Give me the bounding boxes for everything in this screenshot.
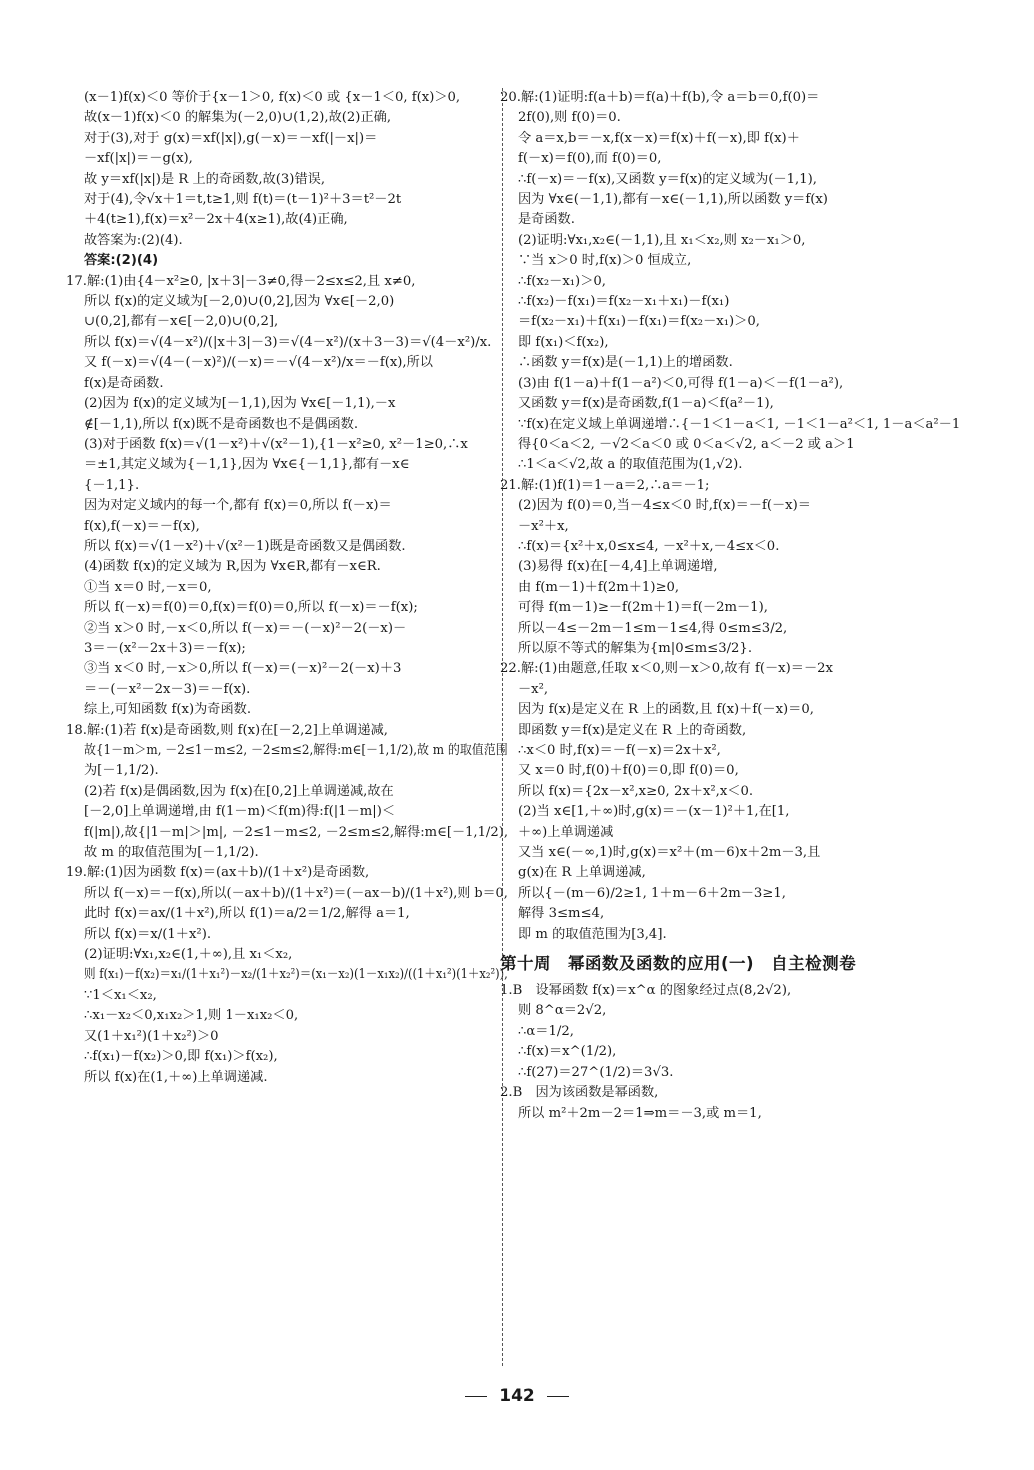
text-line: 是奇函数. — [518, 212, 575, 228]
text-line: 故答案为:(2)(4). — [84, 232, 183, 248]
question-start-line: 20.解:(1)证明:f(a＋b)＝f(a)＋f(b),令 a＝b＝0,f(0)＝ — [500, 90, 820, 105]
text-line: 故(x－1)f(x)＜0 的解集为(－2,0)∪(1,2),故(2)正确, — [84, 110, 392, 126]
text-line: (2)若 f(x)是偶函数,因为 f(x)在[0,2]上单调递减,故在 — [84, 783, 394, 799]
text-line: ∵当 x＞0 时,f(x)＞0 恒成立, — [518, 253, 692, 269]
text-line: (3)对于函数 f(x)＝√(1－x²)＋√(x²－1),{1－x²≥0, x²－1≥0,∴x — [84, 436, 468, 452]
text-line: ∴f(x)＝{x²＋x,0≤x≤4, －x²＋x,－4≤x＜0. — [518, 538, 780, 554]
question-start-line: 21.解:(1)f(1)＝1－a＝2,∴a＝－1; — [500, 477, 710, 493]
text-line: ＋4(t≥1),f(x)＝x²－2x＋4(x≥1),故(4)正确, — [84, 212, 348, 228]
question-start-line: 18.解:(1)若 f(x)是奇函数,则 f(x)在[－2,2]上单调递减, — [66, 722, 388, 738]
text-line: 所以 f(x)的定义域为[－2,0)∪(0,2],因为 ∀x∈[－2,0) — [84, 294, 395, 310]
text-line: 所以 f(－x)＝－f(x),所以(－ax＋b)/(1＋x²)＝(－ax－b)/(1＋x²),则 b＝0, — [84, 885, 508, 901]
page-footer — [0, 1386, 1034, 1406]
text-line: 对于(3),对于 g(x)＝xf(|x|),g(－x)＝－xf(|－x|)＝ — [84, 130, 378, 146]
text-line: 此时 f(x)＝ax/(1＋x²),所以 f(1)＝a/2＝1/2,解得 a＝1, — [84, 906, 410, 922]
text-line: ＝f(x₂－x₁)＋f(x₁)－f(x₁)＝f(x₂－x₁)＞0, — [518, 314, 760, 330]
text-line: ∴函数 y＝f(x)是(－1,1)上的增函数. — [518, 355, 733, 371]
text-line: f(x)是奇函数. — [84, 375, 164, 391]
text-line: －xf(|x|)＝－g(x), — [84, 151, 193, 167]
text-line: f(－x)＝f(0),而 f(0)＝0, — [518, 151, 662, 167]
text-line: 则 f(x₁)－f(x₂)＝x₁/(1＋x₁²)－x₂/(1＋x₂²)＝(x₁－x₂)(1－x₁x₂)/((1＋x₁²)(1＋x₂²)), — [84, 967, 508, 983]
text-line: 即函数 y＝f(x)是定义在 R 上的奇函数, — [518, 722, 747, 738]
text-line: (2)证明:∀x₁,x₂∈(1,＋∞),且 x₁＜x₂, — [84, 947, 293, 963]
text-line: 即 f(x₁)＜f(x₂), — [518, 334, 609, 350]
text-line: 即 m 的取值范围为[3,4]. — [518, 926, 667, 942]
question-start-line: 22.解:(1)由题意,任取 x＜0,则－x＞0,故有 f(－x)＝－2x — [500, 661, 833, 677]
text-line: ∴x₁－x₂＜0,x₁x₂＞1,则 1－x₁x₂＜0, — [84, 1008, 299, 1024]
text-line: (2)证明:∀x₁,x₂∈(－1,1),且 x₁＜x₂,则 x₂－x₁＞0, — [518, 232, 806, 248]
text-line: 所以－4≤－2m－1≤m－1≤4,得 0≤m≤3/2, — [518, 620, 788, 636]
text-line: 又函数 y＝f(x)是奇函数,f(1－a)＜f(a²－1), — [518, 396, 774, 412]
text-line: ③当 x＜0 时,－x＞0,所以 f(－x)＝(－x)²－2(－x)＋3 — [84, 661, 402, 677]
page-number: 142 — [499, 1386, 535, 1406]
text-line: ①当 x＝0 时,－x＝0, — [84, 579, 212, 595]
text-line: ∴α＝1/2, — [518, 1023, 574, 1039]
text-line: 所以 f(x)＝√(1－x²)＋√(x²－1)既是奇函数又是偶函数. — [84, 538, 406, 554]
text-line: f(x),f(－x)＝－f(x), — [84, 518, 200, 534]
text-line: 2f(0),则 f(0)＝0. — [518, 110, 621, 126]
text-line: ∴f(x₁)－f(x₂)＞0,即 f(x₁)＞f(x₂), — [84, 1049, 278, 1065]
question-start-line: 19.解:(1)因为函数 f(x)＝(ax＋b)/(1＋x²)是奇函数, — [66, 865, 370, 881]
text-line: 又 x＝0 时,f(0)＋f(0)＝0,即 f(0)＝0, — [518, 763, 739, 779]
text-line: ∴x＜0 时,f(x)＝－f(－x)＝2x＋x², — [518, 743, 721, 758]
text-line: [－2,0]上单调递增,由 f(1－m)＜f(m)得:f(|1－m|)＜ — [84, 804, 396, 820]
text-line: 故 m 的取值范围为[－1,1/2). — [84, 845, 259, 861]
text-line: (2)因为 f(0)＝0,当－4≤x＜0 时,f(x)＝－f(－x)＝ — [518, 498, 811, 514]
text-line: 答案:(2)(4) — [84, 253, 159, 269]
footer-dash-left — [465, 1396, 487, 1397]
text-line: 又当 x∈(－∞,1)时,g(x)＝x²＋(m－6)x＋2m－3,且 — [518, 845, 821, 861]
text-line: ∴f(27)＝27^(1/2)＝3√3. — [518, 1064, 674, 1080]
text-line: 令 a＝x,b＝－x,f(x－x)＝f(x)＋f(－x),即 f(x)＋ — [518, 130, 800, 146]
text-line: ∪(0,2],都有－x∈[－2,0)∪(0,2], — [84, 314, 279, 330]
column-divider — [502, 88, 503, 1366]
text-line: 因为 f(x)是定义在 R 上的函数,且 f(x)＋f(－x)＝0, — [518, 702, 814, 718]
text-line: ∉[－1,1),所以 f(x)既不是奇函数也不是偶函数. — [84, 416, 359, 432]
text-line: 所以 f(x)＝{2x－x²,x≥0, 2x＋x²,x＜0. — [518, 783, 754, 799]
text-line: ∴f(x₂－x₁)＞0, — [518, 273, 606, 289]
left-column — [66, 88, 508, 1088]
text-line: 因为 ∀x∈(－1,1),都有－x∈(－1,1),所以函数 y＝f(x) — [518, 192, 828, 208]
text-line: 所以{－(m－6)/2≥1, 1＋m－6＋2m－3≥1, — [518, 885, 786, 901]
text-line: 故{1－m＞m, －2≤1－m≤2, －2≤m≤2,解得:m∈[－1,1/2),故 m 的取值范围 — [84, 743, 508, 758]
text-line: 得{0＜a＜2, －√2＜a＜0 或 0＜a＜√2, a＜－2 或 a＞1 — [518, 436, 855, 452]
text-line: ∴f(x₂)－f(x₁)＝f(x₂－x₁＋x₁)－f(x₁) — [518, 294, 730, 310]
text-line: 所以 f(x)＝x/(1＋x²). — [84, 926, 212, 942]
text-line: －x²＋x, — [518, 518, 569, 534]
text-line: ②当 x＞0 时,－x＜0,所以 f(－x)＝－(－x)²－2(－x)－ — [84, 620, 407, 636]
question-start-line: 1.B 设幂函数 f(x)＝x^α 的图象经过点(8,2√2), — [500, 983, 792, 999]
text-line: 因为对定义域内的每一个,都有 f(x)＝0,所以 f(－x)＝ — [84, 498, 392, 514]
section-heading: 第十周 幂函数及函数的应用(一) 自主检测卷 — [500, 954, 857, 974]
text-line: (2)当 x∈[1,＋∞)时,g(x)＝－(x－1)²＋1,在[1, — [518, 804, 790, 820]
text-line: ＝±1,其定义域为{－1,1},因为 ∀x∈{－1,1},都有－x∈ — [84, 457, 410, 473]
text-line: 为[－1,1/2). — [84, 763, 159, 779]
text-line: ∴f(－x)＝－f(x),又函数 y＝f(x)的定义域为(－1,1), — [518, 171, 817, 187]
text-line: f(|m|),故{|1－m|＞|m|, －2≤1－m≤2, －2≤m≤2,解得:m∈[－1,1/2), — [84, 824, 508, 840]
text-line: g(x)在 R 上单调递减, — [518, 865, 646, 881]
text-line: ＋∞)上单调递减 — [518, 824, 614, 840]
text-line: ∴f(x)＝x^(1/2), — [518, 1044, 617, 1060]
text-line: (3)由 f(1－a)＋f(1－a²)＜0,可得 f(1－a)＜－f(1－a²), — [518, 375, 844, 391]
text-line: 又 f(－x)＝√(4－(－x)²)/(－x)＝－√(4－x²)/x＝－f(x),所以 — [84, 355, 433, 371]
text-line: 所以原不等式的解集为{m|0≤m≤3/2}. — [518, 640, 753, 656]
text-line: 可得 f(m－1)≥－f(2m＋1)＝f(－2m－1), — [518, 600, 768, 616]
text-line: 故 y＝xf(|x|)是 R 上的奇函数,故(3)错误, — [84, 171, 326, 187]
text-line: (2)因为 f(x)的定义域为[－1,1),因为 ∀x∈[－1,1),－x — [84, 396, 396, 412]
text-line: 对于(4),令√x＋1＝t,t≥1,则 f(t)＝(t－1)²＋3＝t²－2t — [84, 192, 402, 208]
text-line: ∵f(x)在定义域上单调递增∴{－1＜1－a＜1, －1＜1－a²＜1, 1－a＜a²－1 — [518, 416, 961, 432]
text-line: (4)函数 f(x)的定义域为 R,因为 ∀x∈R,都有－x∈R. — [84, 559, 381, 575]
text-line: 综上,可知函数 f(x)为奇函数. — [84, 702, 252, 718]
text-line: 3＝－(x²－2x＋3)＝－f(x); — [84, 640, 246, 656]
text-line: {－1,1}. — [84, 477, 140, 493]
text-line: 所以 f(x)＝√(4－x²)/(|x＋3|－3)＝√(4－x²)/(x＋3－3)＝√(4－x²)/x. — [84, 334, 492, 350]
text-line: 所以 f(－x)＝f(0)＝0,f(x)＝f(0)＝0,所以 f(－x)＝－f(x); — [84, 600, 418, 616]
text-line: 所以 m²＋2m－2＝1⇒m＝－3,或 m＝1, — [518, 1105, 762, 1121]
text-line: ∵1＜x₁＜x₂, — [84, 987, 157, 1003]
text-line: 则 8^α＝2√2, — [518, 1003, 607, 1019]
text-line: 由 f(m－1)＋f(2m＋1)≥0, — [518, 579, 680, 595]
text-line: ∴1＜a＜√2,故 a 的取值范围为(1,√2). — [518, 457, 743, 473]
question-start-line: 17.解:(1)由{4－x²≥0, |x＋3|－3≠0,得－2≤x≤2,且 x≠0, — [66, 273, 416, 289]
text-line: 所以 f(x)在(1,＋∞)上单调递减. — [84, 1069, 268, 1085]
footer-dash-right — [547, 1396, 569, 1397]
text-line: ＝－(－x²－2x－3)＝－f(x). — [84, 681, 251, 697]
right-column — [500, 88, 961, 1124]
text-line: －x², — [518, 681, 549, 697]
question-start-line: 2.B 因为该函数是幂函数, — [500, 1085, 659, 1101]
text-line: (3)易得 f(x)在[－4,4]上单调递增, — [518, 559, 718, 575]
text-line: (x－1)f(x)＜0 等价于{x－1＞0, f(x)＜0 或 {x－1＜0, f(x)＞0, — [84, 90, 461, 105]
text-line: 解得 3≤m≤4, — [518, 906, 605, 922]
text-line: 又(1＋x₁²)(1＋x₂²)＞0 — [84, 1028, 219, 1044]
